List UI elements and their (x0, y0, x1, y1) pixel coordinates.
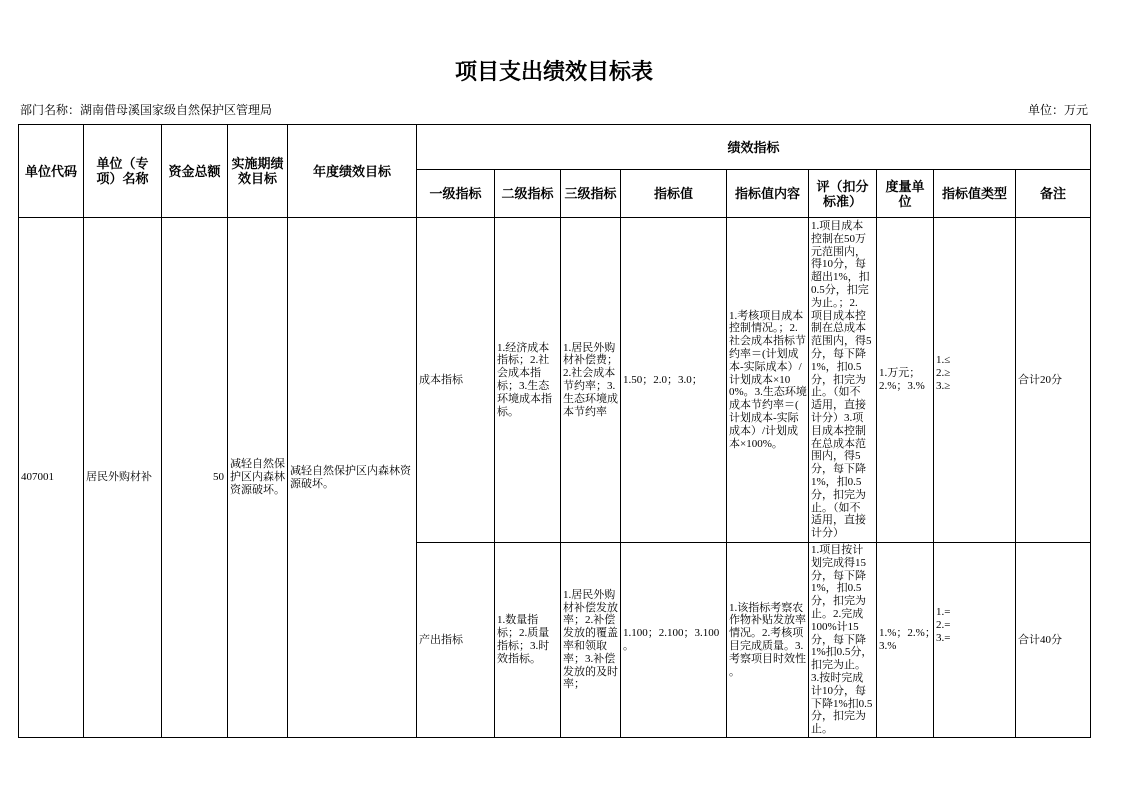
cell-value-content: 1.该指标考察农 作物补贴发放率 情况。2.考核项 目完成质量。3. 考察项目时效性 。 (727, 543, 809, 738)
table-row-cost (19, 218, 1091, 543)
header-total-funds: 资金总额 (162, 125, 228, 218)
department-name: 部门名称：湖南借母溪国家级自然保护区管理局 (20, 103, 273, 117)
document-title: 项目支出绩效目标表 (454, 59, 653, 84)
table-body (19, 125, 1091, 738)
header-scoring-standard: 评（扣分 标准） (809, 170, 877, 218)
header-period-goal: 实施期绩 效目标 (228, 125, 288, 218)
header-indicator-value: 指标值 (621, 170, 727, 218)
header-level2-indicator: 二级指标 (495, 170, 561, 218)
header-performance-indicators: 绩效指标 (417, 125, 1091, 170)
header-indicator-content: 指标值内容 (727, 170, 809, 218)
header-unit-code: 单位代码 (19, 125, 84, 218)
header-unit-name: 单位（专 项）名称 (84, 125, 162, 218)
cell-remark: 合计40分 (1016, 543, 1091, 738)
cell-scoring: 1.项目按计 划完成得15 分，每下降 1%，扣0.5 分，扣完为 止。2.完成 100%计15 分，每下降 1%扣0.5分， 扣完为止。 3.按时完成 计10分，每 下降1%扣0.5 分，扣完为 止。 (809, 543, 877, 738)
cell-level2: 1.经济成本 指标；2.社 会成本指 标；3.生态 环境成本指 标。 (495, 218, 561, 543)
cell-level1: 产出指标 (417, 543, 495, 738)
cell-level1: 成本指标 (417, 218, 495, 543)
header-row-main (19, 125, 1091, 170)
cell-total-funds: 50 (162, 218, 228, 738)
cell-unit-name: 居民外购材补 (84, 218, 162, 738)
cell-value-content: 1.考核项目成本 控制情况。；2. 社会成本指标节 约率＝(计划成 本-实际成本）/ 计划成本×10 0%。3.生态环境 成本节约率＝( 计划成本-实际 成本）/计划成 本×100%。 (727, 218, 809, 543)
cell-annual-goal: 减轻自然保护区内森林资 源破坏。 (288, 218, 417, 738)
header-remark: 备注 (1016, 170, 1091, 218)
cell-value-type: 1.= 2.= 3.= (934, 543, 1016, 738)
cell-value-type: 1.≤ 2.≥ 3.≥ (934, 218, 1016, 543)
cell-measure-unit: 1.%；2.%； 3.% (877, 543, 934, 738)
cell-period-goal: 减轻自然保 护区内森林 资源破坏。 (228, 218, 288, 738)
header-level1-indicator: 一级指标 (417, 170, 495, 218)
cell-measure-unit: 1.万元； 2.%；3.% (877, 218, 934, 543)
cell-value: 1.100；2.100；3.100 。 (621, 543, 727, 738)
cell-scoring: 1.项目成本 控制在50万 元范围内， 得10分，每 超出1%，扣 0.5分，扣完 为止。；2. 项目成本控 制在总成本 范围内，得5 分，每下降 1%，扣0.5 分，扣完为 止。（如不 适用，直接 计分）3.项 目成本控制 在总成本范 围内，得5 分，每下降 1%，扣0.5 分，扣完为 止。（如不 适用，直接 计分） (809, 218, 877, 543)
header-annual-goal: 年度绩效目标 (288, 125, 417, 218)
cell-unit-code: 407001 (19, 218, 84, 738)
header-value-type: 指标值类型 (934, 170, 1016, 218)
header-level3-indicator: 三级指标 (561, 170, 621, 218)
cell-value: 1.50；2.0；3.0； (621, 218, 727, 543)
header-measure-unit: 度量单 位 (877, 170, 934, 218)
cell-level2: 1.数量指 标；2.质量 指标；3.时 效指标。 (495, 543, 561, 738)
cell-level3: 1.居民外购 材补偿费； 2.社会成本 节约率；3. 生态环境成 本节约率 (561, 218, 621, 543)
currency-unit: 单位：万元 (1027, 103, 1088, 117)
performance-target-table (18, 124, 1091, 738)
cell-remark: 合计20分 (1016, 218, 1091, 543)
cell-level3: 1.居民外购 材补偿发放 率；2.补偿 发放的覆盖 率和领取 率；3.补偿 发放的及时 率； (561, 543, 621, 738)
